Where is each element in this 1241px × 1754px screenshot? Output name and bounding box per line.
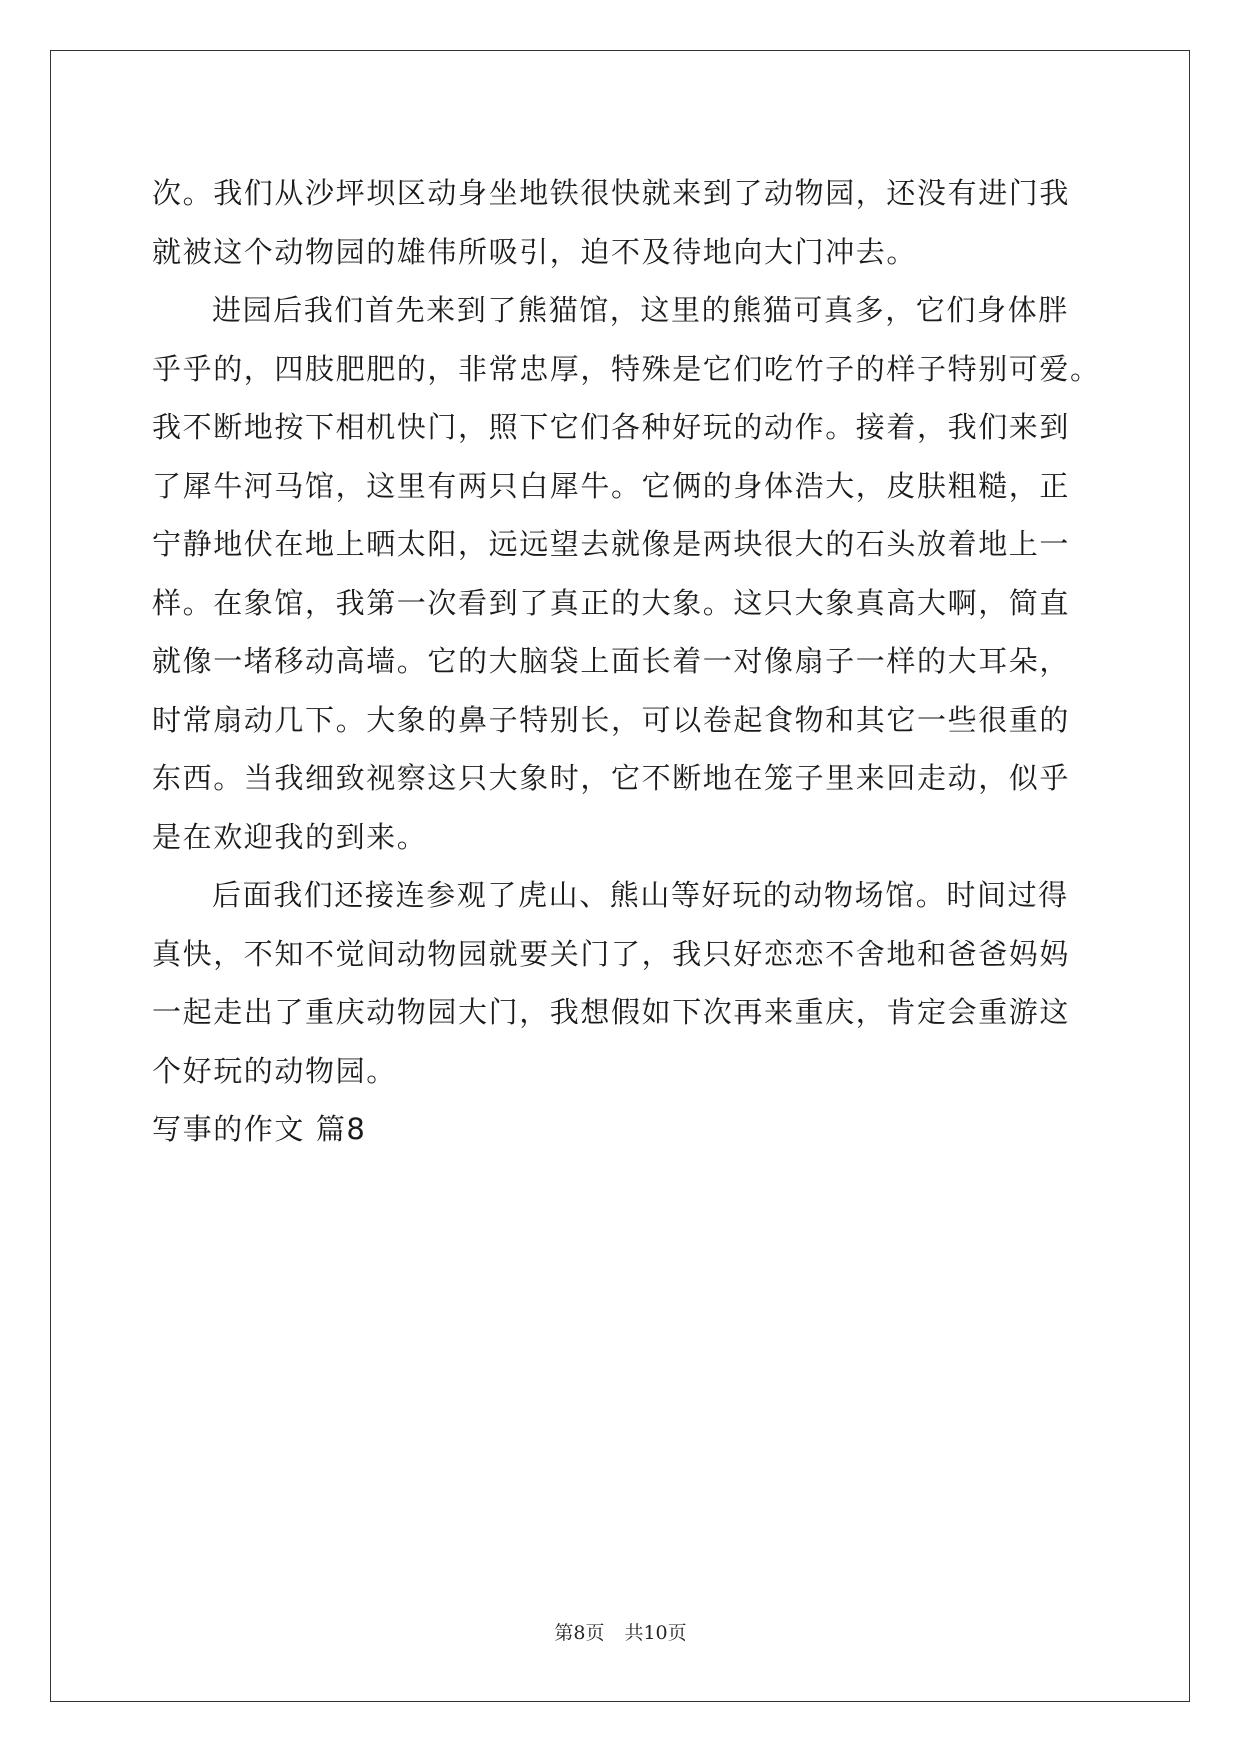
document-body — [152, 164, 1101, 1159]
text-line: 就被这个动物园的雄伟所吸引，迫不及待地向大门冲去。 — [152, 234, 918, 269]
text-line: 了犀牛河马馆，这里有两只白犀牛。它俩的身体浩大，皮肤粗糙，正 — [152, 468, 1071, 503]
text-line: 宁静地伏在地上晒太阳，远远望去就像是两块很大的石头放着地上一 — [152, 527, 1071, 561]
text-line: 乎乎的，四肢肥肥的，非常忠厚，特殊是它们吃竹子的样子特别可爱。 — [152, 351, 1101, 386]
text-line: 我不断地按下相机快门，照下它们各种好玩的动作。接着，我们来到 — [152, 410, 1071, 444]
text-line: 时常扇动几下。大象的鼻子特别长，可以卷起食物和其它一些很重的 — [152, 702, 1071, 737]
total-pages: 共10页 — [624, 1622, 687, 1644]
text-line: 次。我们从沙坪坝区动身坐地铁很快就来到了动物园，还没有进门我 — [152, 176, 1071, 210]
text-line: 一起走出了重庆动物园大门，我想假如下次再来重庆，肯定会重游这 — [152, 995, 1071, 1029]
text-line: 东西。当我细致视察这只大象时，它不断地在笼子里来回走动，似乎 — [152, 761, 1071, 795]
text-line: 就像一堵移动高墙。它的大脑袋上面长着一对像扇子一样的大耳朵， — [152, 644, 1071, 678]
paragraph-first-line: 进园后我们首先来到了熊猫馆，这里的熊猫可真多，它们身体胖 — [212, 293, 1069, 327]
text-line: 真快，不知不觉间动物园就要关门了，我只好恋恋不舍地和爸爸妈妈 — [152, 936, 1071, 971]
text-line: 个好玩的动物园。 — [152, 1053, 397, 1088]
text-line: 样。在象馆，我第一次看到了真正的大象。这只大象真高大啊，简直 — [152, 585, 1071, 620]
text-line: 是在欢迎我的到来。 — [152, 819, 428, 854]
page-footer — [0, 1618, 1241, 1645]
page-number: 第8页 — [554, 1622, 605, 1644]
section-heading: 写事的作文 篇8 — [152, 1112, 367, 1146]
paragraph-first-line: 后面我们还接连参观了虎山、熊山等好玩的动物场馆。时间过得 — [212, 878, 1069, 912]
